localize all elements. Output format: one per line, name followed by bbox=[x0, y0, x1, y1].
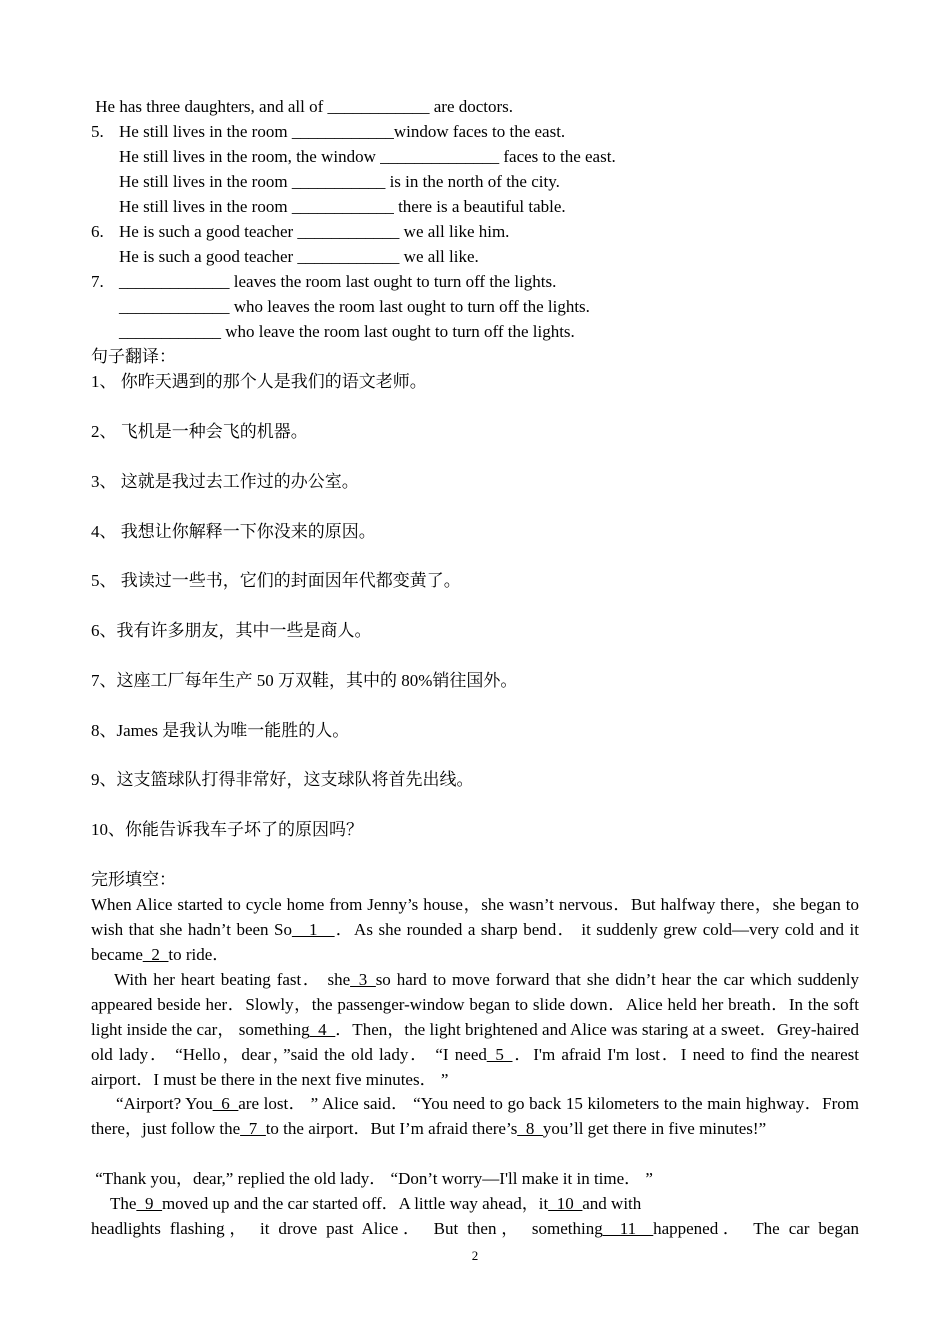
cloze-blank-11: __11__ bbox=[602, 1219, 654, 1238]
cloze-blank-6: _6_ bbox=[212, 1094, 239, 1113]
exercise-line: He is such a good teacher ____________ we all like him. bbox=[119, 222, 510, 241]
exercise-line: _____________ leaves the room last ought to turn off the lights. bbox=[119, 272, 557, 291]
cloze-paragraph-6: headlights flashing， it drove past Alice． But then， something__11__happened． The car began bbox=[91, 1219, 859, 1238]
cloze-paragraph-2: With her heart beating fast． she_3_so hard to move forward that she didn’t hear the car which suddenly appeared beside her．Slowly，the passenger-window began to slide down．Alice held her breath．In the soft light inside the car， something_4_．Then，the light brightened and Alice was staring at a sweet．Grey-haired old lady． “Hello，dear，”said the old lady． “I need_5_．I'm afraid I'm lost．I need to find the nearest airport．I must be there in the next five minutes． ” bbox=[91, 970, 859, 1089]
translation-item: 8、James 是我认为唯一能胜的人。 bbox=[91, 721, 350, 740]
exercise-number: 7. bbox=[91, 272, 104, 291]
translation-item: 2、 飞机是一种会飞的机器。 bbox=[91, 422, 308, 441]
exercise-line: He still lives in the room ____________window faces to the east. bbox=[119, 122, 566, 141]
translation-item: 3、 这就是我过去工作过的办公室。 bbox=[91, 472, 359, 491]
cloze-blank-2: _2_ bbox=[142, 945, 169, 964]
exercise-line: He is such a good teacher ____________ we all like. bbox=[119, 247, 479, 266]
translation-item: 1、 你昨天遇到的那个人是我们的语文老师。 bbox=[91, 372, 427, 391]
cloze-blank-10: _10_ bbox=[548, 1194, 583, 1213]
page-number: 2 bbox=[471, 1248, 479, 1263]
cloze-blank-8: _8_ bbox=[517, 1119, 543, 1138]
cloze-heading: 完形填空： bbox=[91, 870, 176, 889]
exercise-line: He still lives in the room ___________ is in the north of the city. bbox=[119, 172, 560, 191]
cloze-blank-9: _9_ bbox=[136, 1194, 162, 1213]
cloze-paragraph-4: “Thank you，dear,” replied the old lady． “Don’t worry—I'll make it in time． ” bbox=[91, 1169, 653, 1188]
exercise-number: 5. bbox=[91, 122, 104, 141]
translation-item: 5、 我读过一些书，它们的封面因年代都变黄了。 bbox=[91, 571, 461, 590]
translation-item: 9、这支篮球队打得非常好，这支球队将首先出线。 bbox=[91, 770, 474, 789]
exercise-line: He has three daughters, and all of ____________ are doctors. bbox=[91, 97, 514, 116]
translation-item: 6、我有许多朋友，其中一些是商人。 bbox=[91, 621, 372, 640]
cloze-blank-1: __1__ bbox=[292, 920, 335, 939]
exercise-line: _____________ who leaves the room last ought to turn off the lights. bbox=[119, 297, 590, 316]
cloze-paragraph-1: When Alice started to cycle home from Jenny’s house，she wasn’t nervous．But halfway there，she began to wish that she hadn’t been So__1__．As she rounded a sharp bend． it suddenly grew cold—very cold and it became_2_to ride． bbox=[91, 895, 859, 964]
cloze-blank-5: _5_ bbox=[486, 1045, 513, 1064]
cloze-paragraph-5: The_9_moved up and the car started off．A little way ahead，it_10_and with bbox=[110, 1194, 642, 1213]
cloze-paragraph-3: “Airport? You_6_are lost． ” Alice said． “You need to go back 15 kilometers to the main highway．From there，just follow the_7_to the airport．But I’m afraid there’s_8_you’ll get there in five minutes!” bbox=[91, 1094, 859, 1138]
exercise-line: ____________ who leave the room last ought to turn off the lights. bbox=[119, 322, 575, 341]
exercise-line: He still lives in the room ____________ there is a beautiful table. bbox=[119, 197, 566, 216]
translation-item: 10、你能告诉我车子坏了的原因吗？ bbox=[91, 820, 363, 839]
translation-item: 7、这座工厂每年生产 50 万双鞋，其中的 80%销往国外。 bbox=[91, 671, 518, 690]
exercise-line: He still lives in the room, the window ______________ faces to the east. bbox=[119, 147, 616, 166]
translation-heading: 句子翻译： bbox=[91, 347, 176, 366]
exercise-number: 6. bbox=[91, 222, 104, 241]
cloze-blank-4: _4_ bbox=[309, 1020, 336, 1039]
cloze-blank-3: _3_ bbox=[350, 970, 376, 989]
translation-item: 4、 我想让你解释一下你没来的原因。 bbox=[91, 522, 376, 541]
cloze-blank-7: _7_ bbox=[240, 1119, 266, 1138]
